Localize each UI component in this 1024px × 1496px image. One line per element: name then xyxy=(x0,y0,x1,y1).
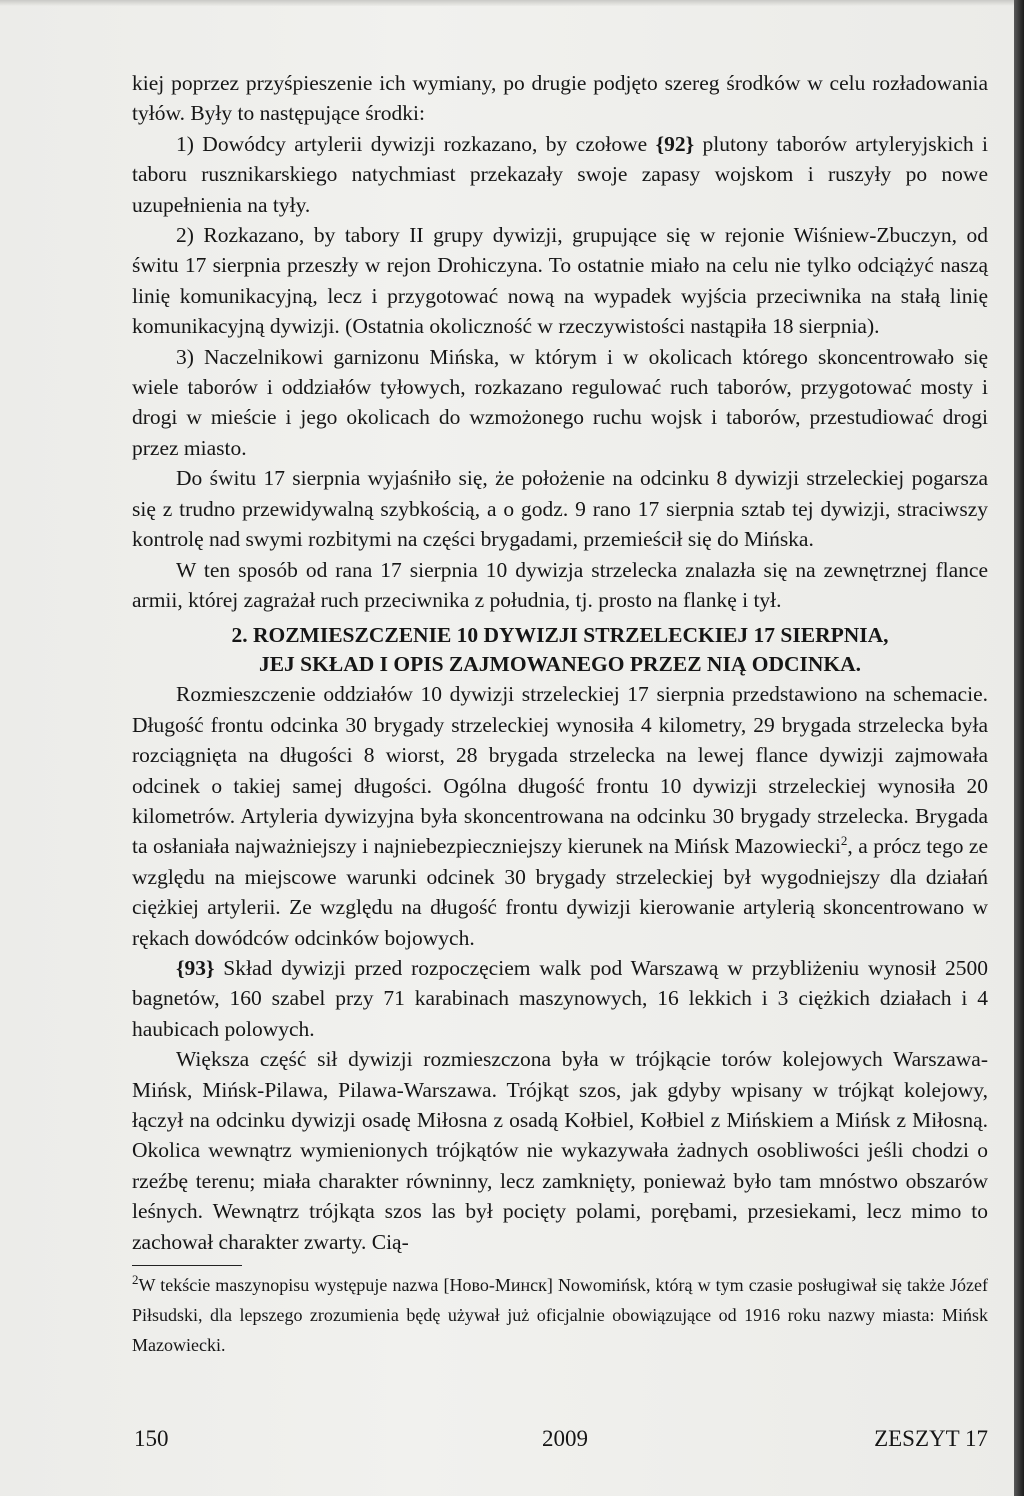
footnote-divider xyxy=(132,1265,242,1266)
footer-issue: ZESZYT 17 xyxy=(874,1426,988,1451)
page-marker-93: {93} xyxy=(176,955,215,980)
paragraph-composition xyxy=(132,953,988,1044)
page-number: 150 xyxy=(134,1426,169,1451)
paragraph-deployment-pre: Rozmieszczenie oddziałów 10 dywizji strzeleckiej 17 sierpnia przedstawiono na schemacie. Długość frontu odcinka 30 brygady strzeleckiej wynosiła 4 kilometry, 29 brygada strzelecka była rozciągnięta na długości 8 wiorst, 28 brygada strzelecka na lewej flance dywizji zajmowała odcinek o takiej samej długości. Ogólna długość frontu 10 dywizji strzeleckiej wynosiła 20 kilometrów. Artyleria dywizyjna była skoncentrowana na odcinku 30 brygady strzelecka. Brygada ta osłaniała najważniejszy i najniebezpieczniejszy kierunek na Mińsk Mazowiecki xyxy=(132,682,988,859)
paragraph-item-2: 2) Rozkazano, by tabory II grupy dywizji, grupujące się w rejonie Wiśniew-Zbuczyn, od świtu 17 sierpnia przeszły w rejon Drohiczyna. To ostatnie miało na celu nie tylko odciążyć naszą linię komunikacyjną, lecz i przygotować nową na wypadek wyjścia przeciwnika na stałą linię komunikacyjną dywizji. (Ostatnia okoliczność w rzeczywistości nastąpiła 18 sierpnia). xyxy=(132,223,988,339)
paragraph-composition-text: Skład dywizji przed rozpoczęciem walk pod Warszawą w przybliżeniu wynosił 2500 bagnetów, 160 szabel przy 71 karabinach maszynowych, 16 lekkich i 3 ciężkich działach i 4 haubicach polowych. xyxy=(132,955,988,1041)
paragraph-item-3: 3) Naczelnikowi garnizonu Mińska, w którym i w okolicach którego skoncentrowało się wiele taborów i oddziałów tyłowych, rozkazano regulować ruch taborów, przygotować mosty i drogi w mieście i jego okolicach do wzmożonego ruchu wojsk i taborów, przestudiować drogi przez miasto. xyxy=(132,344,988,460)
section-heading-line-2: JEJ SKŁAD I OPIS ZAJMOWANEGO PRZEZ NIĄ ODCINKA. xyxy=(258,652,862,677)
paragraph-continuation: kiej poprzez przyśpieszenie ich wymiany, po drugie podjęto szereg środków w celu rozładowania tyłów. Były to następujące środki: xyxy=(132,71,988,126)
footnote-text: W tekście maszynopisu występuje nazwa [Ново-Минск] Nowomińsk, którą w tym czasie posługiwał się także Józef Piłsudski, dla lepszego zrozumienia będę używał już oficjalnie obowiązujące od 1916 roku nazwy miasta: Mińsk Mazowiecki. xyxy=(132,1275,988,1356)
paragraph-flank: W ten sposób od rana 17 sierpnia 10 dywizja strzelecka znalazła się na zewnętrznej flance armii, której zagrażał ruch przeciwnika z południa, tj. prosto na flankę i tył. xyxy=(132,557,988,612)
page-body xyxy=(132,68,988,1360)
paragraph-item-1-pre: 1) Dowódcy artylerii dywizji rozkazano, by czołowe xyxy=(176,131,656,156)
page-marker-92: {92} xyxy=(655,131,695,156)
page-top-edge xyxy=(0,0,1024,6)
footnote-number: 2 xyxy=(132,1272,139,1288)
paragraph-deployment xyxy=(132,679,988,953)
paragraph-deployment-post: , a prócz tego ze względu na miejscowe warunki odcinek 30 brygady strzeleckiej był wygodniejszy dla działań ciężkiej artylerii. Ze względu na długość frontu dywizji kierowanie artylerią skoncentrowano w rękach dowódców odcinków bojowych. xyxy=(132,834,989,950)
page-footer xyxy=(132,1422,988,1462)
paragraph-terrain: Większa część sił dywizji rozmieszczona była w trójkącie torów kolejowych Warszawa-Mińsk, Mińsk-Pilawa, Pilawa-Warszawa. Trójkąt szos, jak gdyby wpisany w trójkąt kolejowy, łączył na odcinku dywizji osadę Miłosna z osadą Kołbiel, Kołbiel z Mińskiem a Mińsk z Miłosną. Okolica wewnątrz wymienionych trójkątów nie wykazywała żadnych osobliwości jeśli chodzi o rzeźbę terenu; miała charakter równinny, lecz zamknięty, ponieważ było tam mnóstwo obszarów leśnych. Wewnątrz trójkąta szos las był pocięty polami, porębami, przesiekami, lecz mimo to zachował charakter zwarty. Cią- xyxy=(132,1047,988,1254)
footnote xyxy=(132,1270,988,1360)
page-right-edge xyxy=(1014,0,1024,1496)
footnote-ref: 2 xyxy=(840,833,848,849)
section-heading-line-1: 2. ROZMIESZCZENIE 10 DYWIZJI STRZELECKIEJ 17 SIERPNIA, xyxy=(231,623,889,648)
section-heading xyxy=(132,621,988,679)
paragraph-dawn: Do świtu 17 sierpnia wyjaśniło się, że położenie na odcinku 8 dywizji strzeleckiej pogarsza się z trudno przewidywalną szybkością, a o godz. 9 rano 17 sierpnia sztab tej dywizji, straciwszy kontrolę nad swymi rozbitymi na części brygadami, przemieścił się do Mińska. xyxy=(132,466,988,552)
footer-year: 2009 xyxy=(542,1426,588,1451)
paragraph-item-1-post: plutony taborów artyleryjskich i taboru rusznikarskiego natychmiast przekazały swoje zapasy wojskom i ruszyły po nowe uzupełnienia na tyły. xyxy=(132,131,988,217)
paragraph-item-1 xyxy=(132,129,988,220)
